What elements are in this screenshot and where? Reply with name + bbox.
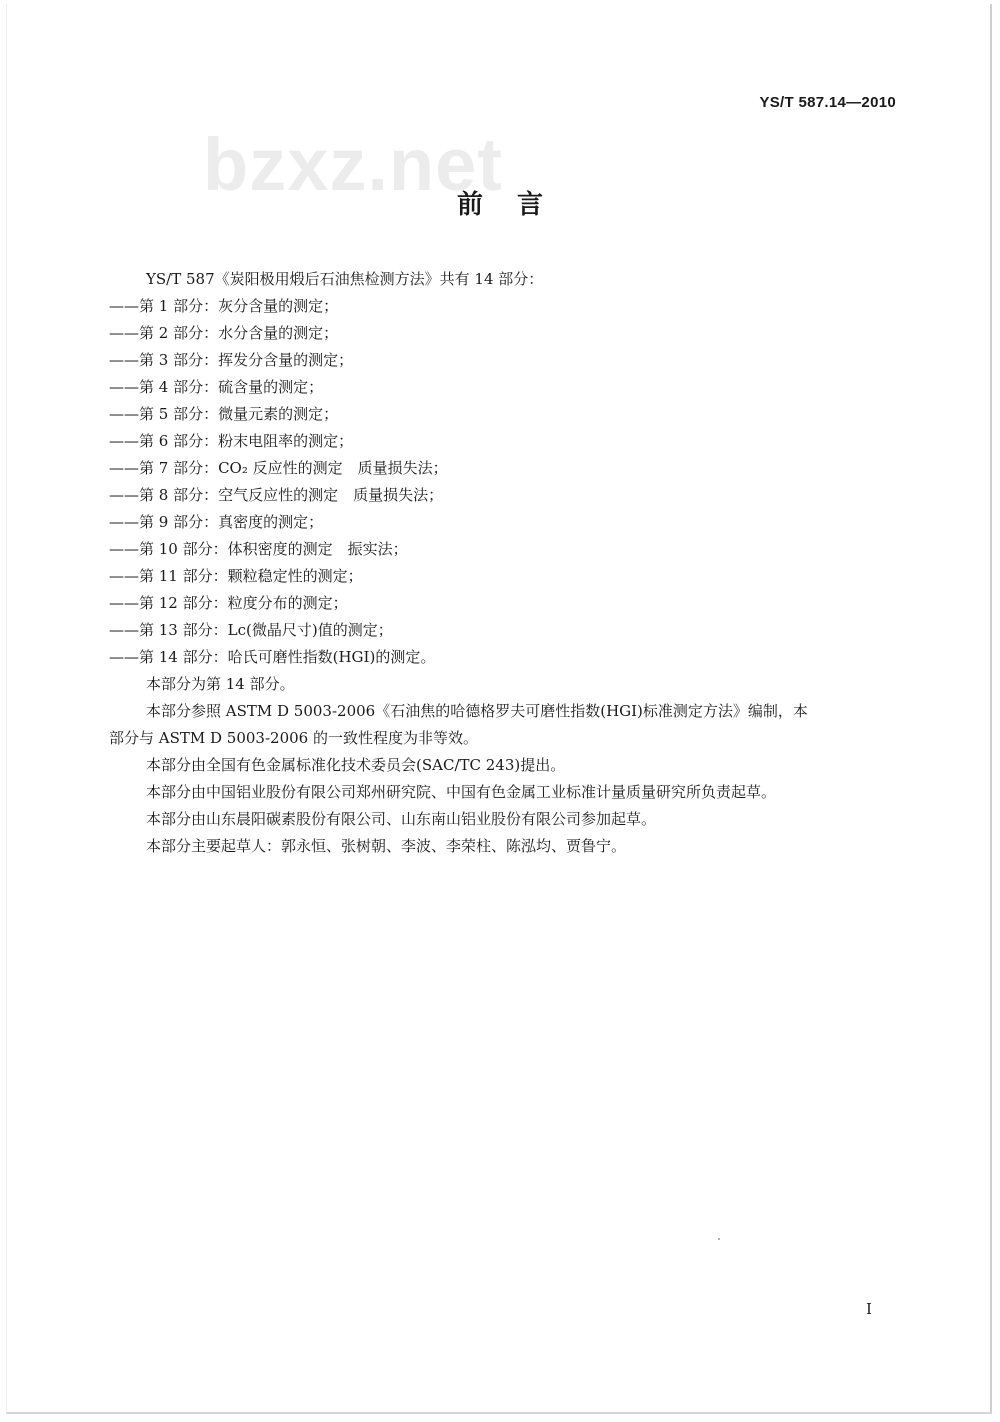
list-item: ——第 12 部分：粒度分布的测定； — [109, 594, 348, 612]
proposed-by-paragraph: 本部分由全国有色金属标准化技术委员会(SAC/TC 243)提出。 — [146, 756, 566, 774]
list-item: ——第 5 部分：微量元素的测定； — [109, 405, 339, 423]
drafted-by-paragraph: 本部分由中国铝业股份有限公司郑州研究院、中国有色金属工业标准计量质量研究所负责起草。 — [146, 783, 777, 801]
watermark: bzxz.net — [203, 123, 503, 206]
list-item: ——第 11 部分：颗粒稳定性的测定； — [109, 567, 363, 585]
list-item: ——第 4 部分：硫含量的测定； — [109, 378, 324, 396]
list-item: ——第 14 部分：哈氏可磨性指数(HGI)的测定。 — [109, 648, 436, 666]
foreword-body — [109, 266, 906, 860]
list-item: ——第 9 部分：真密度的测定； — [109, 513, 324, 531]
reference-paragraph-line1: 本部分参照 ASTM D 5003-2006《石油焦的哈德格罗夫可磨性指数(HGI)标准测定方法》编制，本 — [146, 702, 808, 720]
intro-paragraph: YS/T 587《炭阳极用煅后石油焦检测方法》共有 14 部分： — [146, 270, 544, 288]
parts-list — [109, 293, 906, 671]
page-title: 前言 — [456, 190, 577, 220]
standard-number: YS/T 587.14—2010 — [759, 94, 896, 111]
list-item: ——第 3 部分：挥发分含量的测定； — [109, 351, 354, 369]
list-item: ——第 10 部分：体积密度的测定 振实法； — [109, 540, 408, 558]
list-item: ——第 6 部分：粉末电阻率的测定； — [109, 432, 354, 450]
list-item: ——第 2 部分：水分含量的测定； — [109, 324, 339, 342]
reference-paragraph-line2: 部分与 ASTM D 5003-2006 的一致性程度为非等效。 — [109, 729, 478, 747]
scan-speck — [718, 1238, 720, 1240]
this-part-paragraph: 本部分为第 14 部分。 — [146, 675, 295, 693]
list-item: ——第 7 部分：CO₂ 反应性的测定 质量损失法； — [109, 459, 448, 477]
page-number: I — [866, 1300, 872, 1318]
participants-paragraph: 本部分由山东晨阳碳素股份有限公司、山东南山铝业股份有限公司参加起草。 — [146, 810, 657, 828]
list-item: ——第 8 部分：空气反应性的测定 质量损失法； — [109, 486, 444, 504]
drafters-paragraph: 本部分主要起草人：郭永恒、张树朝、李波、李荣柱、陈泓均、贾鲁宁。 — [146, 837, 627, 855]
list-item: ——第 1 部分：灰分含量的测定； — [109, 297, 339, 315]
list-item: ——第 13 部分：Lc(微晶尺寸)值的测定； — [109, 621, 393, 639]
